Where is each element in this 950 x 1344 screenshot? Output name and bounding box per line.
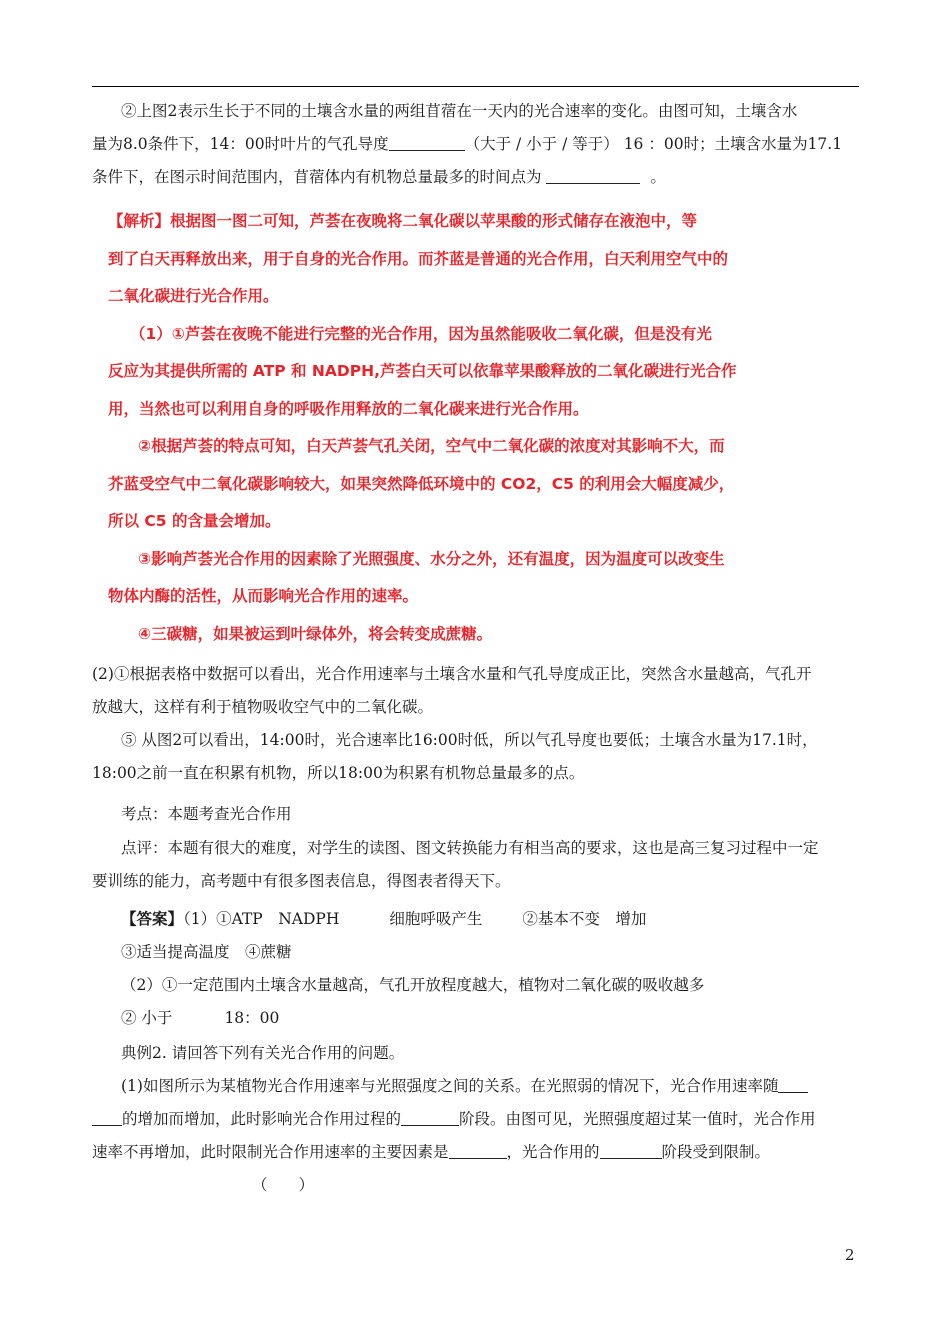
analysis-line: 二氧化碳进行光合作用。 (108, 287, 279, 305)
question-line: ②上图2表示生长于不同的土壤含水量的两组苜蓿在一天内的光合速率的变化。由图可知，土壤含水 (121, 102, 798, 120)
example-line: 速率不再增加，此时限制光合作用速率的主要因素是 ，光合作用的 阶段受到限制。 (92, 1143, 771, 1161)
answer-line: ② 小于 18：00 (121, 1009, 280, 1027)
analysis-line: ⑤ 从图2可以看出，14:00时，光合速率比16:00时低，所以气孔导度也要低；土壤含水量为17.1时， (121, 731, 818, 749)
example-title: 典例2. 请回答下列有关光合作用的问题。 (121, 1044, 405, 1062)
answer-blank[interactable] (449, 1142, 507, 1159)
answer-blank[interactable] (389, 134, 465, 151)
analysis-line: ④三碳糖，如果被运到叶绿体外，将会转变成蔗糖。 (138, 624, 493, 643)
analysis-line: 放越大，这样有利于植物吸收空气中的二氧化碳。 (92, 698, 434, 716)
answer-blank[interactable] (546, 167, 640, 184)
answer-blank[interactable] (92, 1109, 122, 1126)
answer-blank[interactable] (401, 1109, 459, 1126)
analysis-line: 芥蓝受空气中二氧化碳影响较大，如果突然降低环境中的 CO2，C5 的利用会大幅度减少， (108, 474, 735, 493)
analysis-line: 到了白天再释放出来，用于自身的光合作用。而芥蓝是普通的光合作用，白天利用空气中的 (108, 249, 729, 268)
answer-line: ③适当提高温度 ④蔗糖 (121, 943, 292, 961)
answer-line: 【答案】（1）①ATP NADPH 细胞呼吸产生 ②基本不变 增加 (121, 909, 647, 928)
analysis-block (108, 203, 774, 653)
answer-parentheses: （ ） (252, 1176, 315, 1194)
question-line: 量为8.0条件下，14：00时叶片的气孔导度 （大于 / 小于 / 等于） 16 ：00时；土壤含水量为17.1 (92, 135, 843, 153)
analysis-continued (92, 658, 862, 790)
analysis-line: 反应为其提供所需的 ATP 和 NADPH,芦荟白天可以依靠苹果酸释放的二氧化碳进行光合作 (108, 362, 737, 380)
comment-line: 点评：本题有很大的难度，对学生的读图、图文转换能力有相当高的要求，这也是高三复习过程中一定 (121, 839, 819, 857)
analysis-line: ③影响芦荟光合作用的因素除了光照强度、水分之外，还有温度，因为温度可以改变生 (138, 549, 725, 568)
page-number: 2 (845, 1246, 855, 1264)
header-rule (92, 86, 859, 87)
answer-label: 【答案】 (121, 909, 184, 928)
kaodian: 考点：本题考查光合作用 (121, 805, 292, 823)
question-line: 条件下，在图示时间范围内，苜蓿体内有机物总量最多的时间点为 。 (92, 168, 666, 186)
answer-block (92, 902, 862, 1035)
analysis-line: 物体内酶的活性，从而影响光合作用的速率。 (108, 587, 419, 605)
comment (92, 832, 862, 898)
analysis-line: 18:00之前一直在积累有机物，所以18:00为积累有机物总量最多的点。 (92, 764, 585, 782)
comment-line: 要训练的能力，高考题中有很多图表信息，得图表者得天下。 (92, 872, 511, 890)
analysis-line: 用，当然也可以利用自身的呼吸作用释放的二氧化碳来进行光合作用。 (108, 399, 589, 418)
answer-blank[interactable] (600, 1142, 662, 1159)
answer-blank[interactable] (778, 1076, 808, 1093)
analysis-line: （1）①芦荟在夜晚不能进行完整的光合作用，因为虽然能吸收二氧化碳，但是没有光 (130, 324, 712, 343)
analysis-line: 所以 C5 的含量会增加。 (108, 512, 281, 530)
analysis-line: (2)①根据表格中数据可以看出，光合作用速率与土壤含水量和气孔导度成正比，突然含水量越高，气孔开 (92, 665, 812, 683)
analysis-line: 【解析】根据图一图二可知，芦荟在夜晚将二氧化碳以苹果酸的形式储存在液泡中，等 (108, 212, 698, 230)
analysis-line: ②根据芦荟的特点可知，白天芦荟气孔关闭，空气中二氧化碳的浓度对其影响不大，而 (138, 437, 725, 455)
example-line: 的增加而增加，此时影响光合作用过程的 阶段。由图可见，光照强度超过某一值时，光合作用 (92, 1103, 862, 1136)
answer-line: （2）①一定范围内土壤含水量越高，气孔开放程度越大，植物对二氧化碳的吸收越多 (121, 976, 705, 994)
example-line: (1)如图所示为某植物光合作用速率与光照强度之间的关系。在光照弱的情况下，光合作用速率随 (92, 1070, 862, 1103)
question-paragraph (92, 95, 862, 194)
example-2 (92, 1037, 862, 1202)
